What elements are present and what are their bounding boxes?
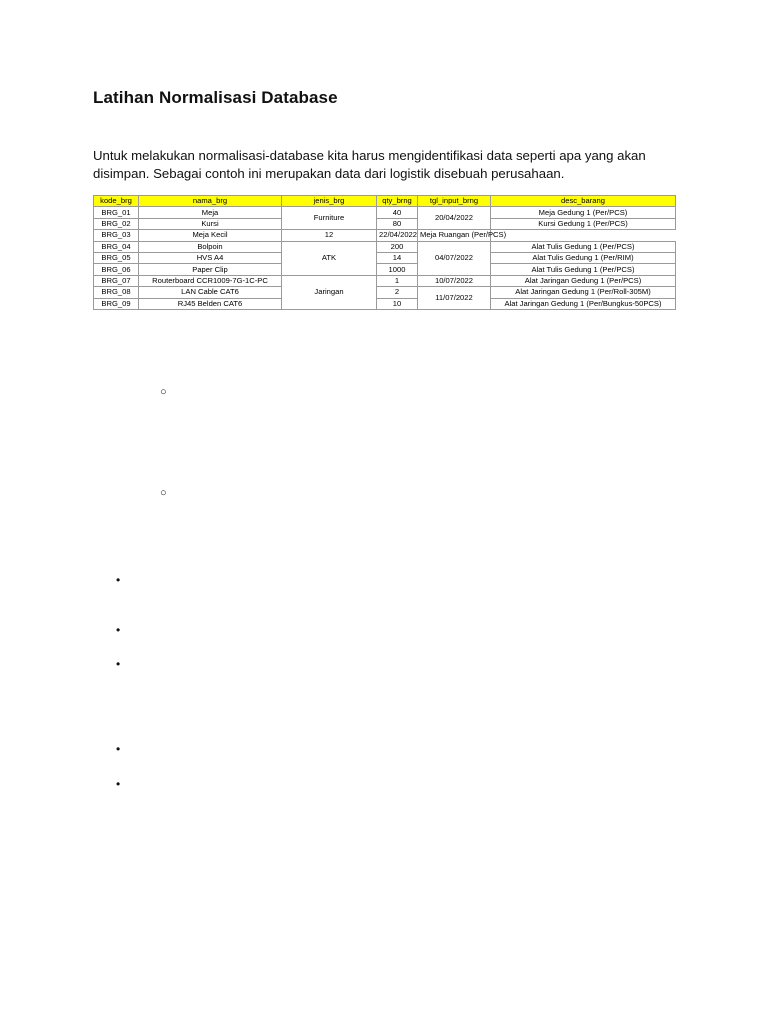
page-title: Latihan Normalisasi Database [93, 88, 338, 107]
cell-qty: 200 [377, 241, 418, 252]
cell-tgl: 04/07/2022 [418, 241, 491, 275]
table-row [94, 207, 676, 218]
cell-nama: Meja [139, 207, 282, 218]
cell-desc: Meja Ruangan (Per/PCS) [418, 230, 491, 241]
cell-desc: Alat Jaringan Gedung 1 (Per/PCS) [491, 275, 676, 286]
cell-kode: BRG_09 [94, 298, 139, 309]
table-row [94, 275, 676, 286]
cell-qty: 14 [377, 252, 418, 263]
table-header-row [94, 196, 676, 207]
cell-desc: Alat Tulis Gedung 1 (Per/PCS) [491, 241, 676, 252]
table-row [94, 298, 676, 309]
cell-jenis: ATK [282, 241, 377, 275]
column-header-kode-brg: kode_brg [94, 196, 139, 207]
hollow-bullet-icon: ○ [160, 487, 167, 499]
table-row [94, 218, 676, 229]
cell-nama: Kursi [139, 218, 282, 229]
cell-kode: BRG_05 [94, 252, 139, 263]
table-row [94, 264, 676, 275]
cell-jenis: Jaringan [282, 275, 377, 309]
cell-qty: 1000 [377, 264, 418, 275]
bullet-icon: • [116, 573, 121, 587]
column-header-nama-brg: nama_brg [139, 196, 282, 207]
bullet-icon: • [116, 777, 121, 791]
column-header-tgl-input-brng: tgl_input_brng [418, 196, 491, 207]
table-row [94, 252, 676, 263]
cell-tgl: 10/07/2022 [418, 275, 491, 286]
cell-jenis: Furniture [282, 207, 377, 230]
cell-nama: Routerboard CCR1009-7G-1C-PC [139, 275, 282, 286]
cell-kode: BRG_07 [94, 275, 139, 286]
cell-desc: Alat Jaringan Gedung 1 (Per/Roll-305M) [491, 287, 676, 298]
cell-kode: BRG_03 [94, 230, 139, 241]
cell-kode: BRG_04 [94, 241, 139, 252]
cell-qty: 10 [377, 298, 418, 309]
cell-qty: 1 [377, 275, 418, 286]
column-header-qty-brng: qty_brng [377, 196, 418, 207]
cell-qty: 12 [282, 230, 377, 241]
cell-desc: Kursi Gedung 1 (Per/PCS) [491, 218, 676, 229]
cell-nama: LAN Cable CAT6 [139, 287, 282, 298]
cell-desc: Alat Tulis Gedung 1 (Per/PCS) [491, 264, 676, 275]
bullet-icon: • [116, 742, 121, 756]
table-row [94, 287, 676, 298]
cell-kode: BRG_06 [94, 264, 139, 275]
table-row [94, 241, 676, 252]
cell-tgl: 11/07/2022 [418, 287, 491, 310]
cell-qty: 80 [377, 218, 418, 229]
bullet-icon: • [116, 623, 121, 637]
cell-tgl: 22/04/2022 [377, 230, 418, 241]
cell-kode: BRG_08 [94, 287, 139, 298]
cell-kode: BRG_01 [94, 207, 139, 218]
cell-desc: Alat Tulis Gedung 1 (Per/RIM) [491, 252, 676, 263]
hollow-bullet-icon: ○ [160, 386, 167, 398]
cell-tgl: 20/04/2022 [418, 207, 491, 230]
intro-paragraph: Untuk melakukan normalisasi-database kita harus mengidentifikasi data seperti apa yang akan disimpan. Sebagai contoh ini merupakan data dari logistik disebuah perusahaan. [93, 148, 646, 181]
table-row [94, 230, 676, 241]
cell-kode: BRG_02 [94, 218, 139, 229]
cell-nama: Paper Clip [139, 264, 282, 275]
column-header-jenis-brg: jenis_brg [282, 196, 377, 207]
column-header-desc-barang: desc_barang [491, 196, 676, 207]
cell-desc: Meja Gedung 1 (Per/PCS) [491, 207, 676, 218]
cell-desc: Alat Jaringan Gedung 1 (Per/Bungkus-50PCS) [491, 298, 676, 309]
cell-nama: HVS A4 [139, 252, 282, 263]
logistics-table [93, 195, 676, 310]
cell-qty: 40 [377, 207, 418, 218]
cell-qty: 2 [377, 287, 418, 298]
cell-nama: RJ45 Belden CAT6 [139, 298, 282, 309]
cell-nama: Meja Kecil [139, 230, 282, 241]
bullet-icon: • [116, 657, 121, 671]
cell-nama: Bolpoin [139, 241, 282, 252]
